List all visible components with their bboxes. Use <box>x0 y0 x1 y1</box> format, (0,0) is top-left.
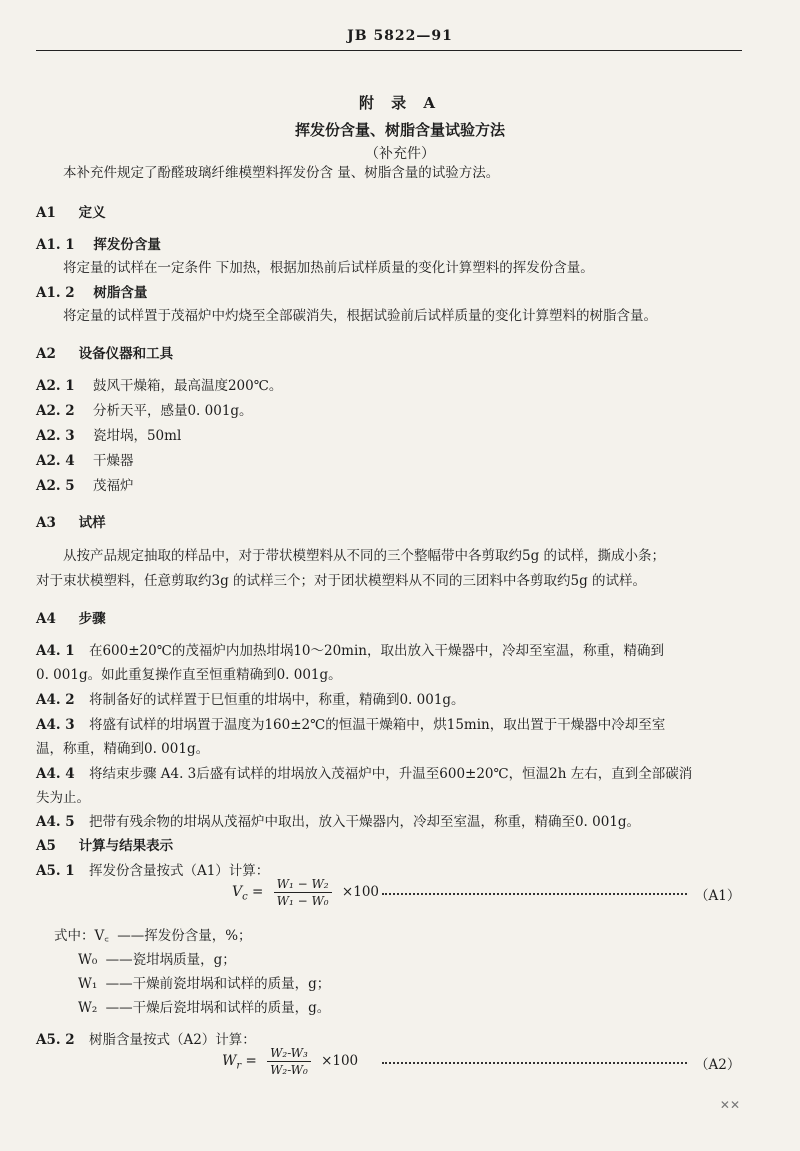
equation-number: （A1） <box>695 888 741 904</box>
section-a1-2-heading <box>36 284 147 302</box>
formula-denominator: W₂-W₀ <box>270 1063 308 1077</box>
list-item <box>36 377 282 395</box>
formula-lhs-subscript: r <box>236 1060 242 1072</box>
formula-a2 <box>222 1046 358 1077</box>
where-symbol: W₁ <box>78 976 98 992</box>
item-text: 分析天平，感量0. 001g。 <box>92 403 253 419</box>
formula-fraction <box>274 877 332 908</box>
section-a3-body-line-2: 对于束状模塑料，任意剪取约3g 的试样三个；对于团状模塑料从不同的三团料中各剪取约5g 的试样。 <box>36 573 647 589</box>
item-number: A2. 3 <box>36 428 75 444</box>
formula-lhs: V <box>232 884 243 900</box>
intro-paragraph: 本补充件规定了酚醛玻璃纤维模塑料挥发份含 量、树脂含量的试验方法。 <box>63 165 500 181</box>
formula-equals: = <box>252 884 264 900</box>
formula-multiplier: ×100 <box>321 1053 359 1069</box>
section-number: A5. 2 <box>36 1032 75 1048</box>
item-text: 干燥器 <box>92 453 134 469</box>
formula-a1 <box>232 877 379 908</box>
step-a4-5 <box>36 813 640 831</box>
step-number: A4. 4 <box>36 766 75 782</box>
formula-numerator: W₂-W₃ <box>267 1046 311 1062</box>
formula-lhs-subscript: c <box>242 891 248 903</box>
section-title: 挥发份含量 <box>93 237 161 253</box>
section-title: 计算与结果表示 <box>78 838 174 854</box>
where-description: ——瓷坩埚质量，g； <box>105 952 236 968</box>
equation-number: （A2） <box>695 1057 741 1073</box>
step-text: 将盛有试样的坩埚置于温度为160±2℃的恒温干燥箱中，烘15min，取出置于干燥器中冷却至室 <box>88 717 666 733</box>
section-a2-heading <box>36 345 173 363</box>
section-title: 设备仪器和工具 <box>78 346 174 362</box>
where-symbol: W₂ <box>78 1000 98 1016</box>
item-text: 瓷坩埚，50ml <box>92 428 182 444</box>
section-number: A1. 1 <box>36 237 75 253</box>
step-number: A4. 1 <box>36 643 75 659</box>
item-number: A2. 2 <box>36 403 75 419</box>
where-item <box>78 951 236 969</box>
item-number: A2. 5 <box>36 478 75 494</box>
step-text: 将结束步骤 A4. 3后盛有试样的坩埚放入茂福炉中，升温至600±20℃，恒温2h 左右，直到全部碳消 <box>88 766 693 782</box>
page-number-mark: ✕✕ <box>719 1098 740 1112</box>
where-prefix: 式中： <box>54 928 95 944</box>
section-title: 定义 <box>78 205 106 221</box>
section-number: A5 <box>36 838 56 854</box>
section-text: 挥发份含量按式（A1）计算： <box>88 863 270 879</box>
list-item <box>36 477 133 495</box>
step-text: 把带有残余物的坩埚从茂福炉中取出，放入干燥器内，冷却至室温，称重，精确至0. 001g。 <box>88 814 641 830</box>
step-number: A4. 2 <box>36 692 75 708</box>
step-number: A4. 3 <box>36 717 75 733</box>
section-title: 试样 <box>78 515 106 531</box>
item-number: A2. 1 <box>36 378 75 394</box>
section-title: 步骤 <box>78 611 106 627</box>
section-a1-2-body: 将定量的试样置于茂福炉中灼烧至全部碳消失，根据试验前后试样质量的变化计算塑料的树脂含量。 <box>63 308 657 324</box>
leader-dots <box>382 1062 687 1064</box>
list-item <box>36 402 253 420</box>
item-text: 茂福炉 <box>92 478 134 494</box>
header-rule <box>36 50 742 51</box>
section-a3-heading <box>36 514 106 532</box>
step-a4-4-line-1 <box>36 765 692 783</box>
where-description: ——干燥后瓷坩埚和试样的质量，g。 <box>105 1000 331 1016</box>
list-item <box>36 452 133 470</box>
step-a4-1-line-2: 0. 001g。如此重复操作直至恒重精确到0. 001g。 <box>36 667 342 683</box>
formula-denominator: W₁ − W₀ <box>276 894 329 908</box>
leader-dots <box>382 893 687 895</box>
item-number: A2. 4 <box>36 453 75 469</box>
formula-multiplier: ×100 <box>341 884 380 900</box>
section-text: 树脂含量按式（A2）计算： <box>88 1032 256 1048</box>
section-a5-heading <box>36 837 173 855</box>
section-number: A4 <box>36 611 56 627</box>
section-a1-1-body: 将定量的试样在一定条件 下加热，根据加热前后试样质量的变化计算塑料的挥发份含量。 <box>63 260 594 276</box>
section-number: A2 <box>36 346 56 362</box>
step-a4-2 <box>36 691 465 709</box>
standard-code-header: JB 5822—91 <box>347 28 453 44</box>
appendix-label: 附 录 A <box>358 94 442 112</box>
formula-numerator: W₁ − W₂ <box>274 877 332 893</box>
where-description: ——干燥前瓷坩埚和试样的质量，g； <box>105 976 331 992</box>
section-a1-1-heading <box>36 236 161 254</box>
section-a4-heading <box>36 610 106 628</box>
appendix-title: 挥发份含量、树脂含量试验方法 <box>294 121 505 139</box>
step-text: 在600±20℃的茂福炉内加热坩埚10～20min，取出放入干燥器中，冷却至室温，称重，精确到 <box>88 643 664 659</box>
section-number: A5. 1 <box>36 863 75 879</box>
where-item <box>78 975 330 993</box>
step-number: A4. 5 <box>36 814 75 830</box>
section-title: 树脂含量 <box>93 285 148 301</box>
where-item <box>54 927 252 945</box>
step-a4-1-line-1 <box>36 642 664 660</box>
step-a4-3-line-2: 温，称重，精确到0. 001g。 <box>36 741 210 757</box>
where-description: ——挥发份含量，%； <box>117 928 252 944</box>
list-item <box>36 427 181 445</box>
formula-fraction <box>267 1046 311 1077</box>
item-text: 鼓风干燥箱，最高温度200℃。 <box>92 378 283 394</box>
step-text: 将制备好的试样置于巳恒重的坩埚中，称重，精确到0. 001g。 <box>88 692 465 708</box>
step-a4-3-line-1 <box>36 716 665 734</box>
where-symbol: W₀ <box>78 952 98 968</box>
section-a1-heading <box>36 204 106 222</box>
where-symbol: V꜀ <box>94 928 109 944</box>
section-number: A3 <box>36 515 56 531</box>
formula-equals: = <box>245 1053 257 1069</box>
formula-lhs: W <box>222 1053 237 1069</box>
section-number: A1. 2 <box>36 285 75 301</box>
step-a4-4-line-2: 失为止。 <box>36 790 90 806</box>
section-number: A1 <box>36 205 56 221</box>
where-item <box>78 999 330 1017</box>
section-a3-body-line-1: 从按产品规定抽取的样品中，对于带状模塑料从不同的三个整幅带中各剪取约5g 的试样，撕成小条； <box>63 548 666 564</box>
appendix-supplement: （补充件） <box>365 146 435 162</box>
